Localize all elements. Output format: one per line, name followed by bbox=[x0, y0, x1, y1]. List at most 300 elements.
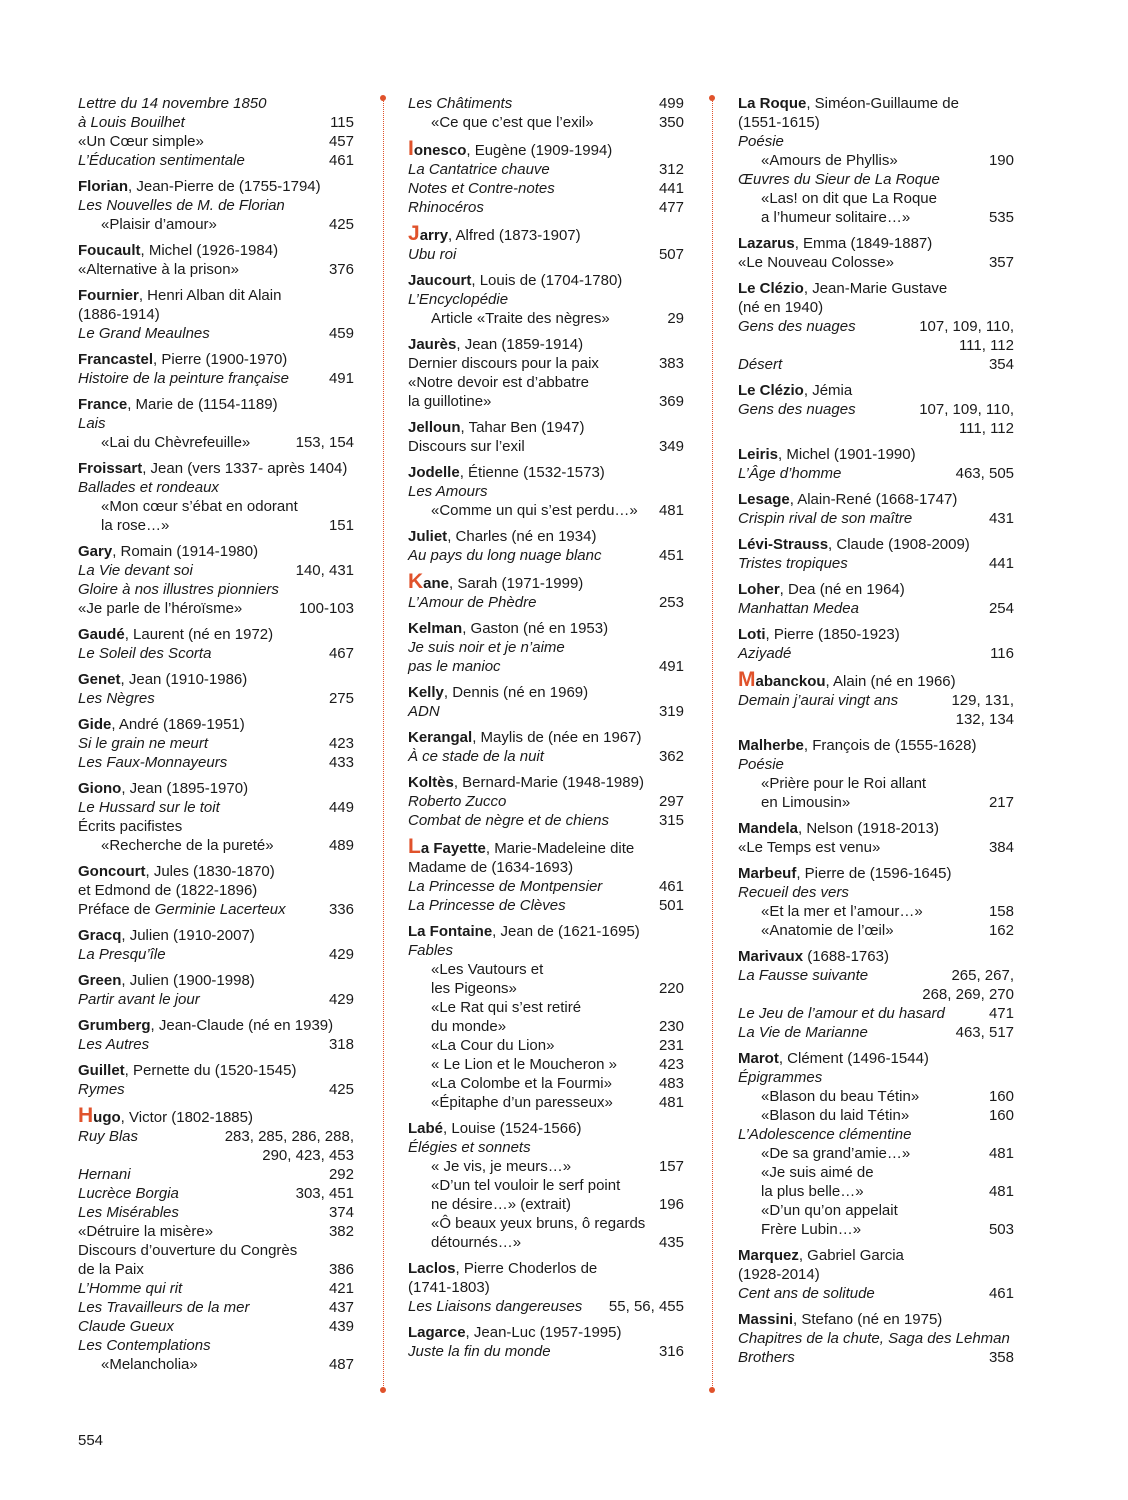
work-title bbox=[408, 1017, 506, 1036]
work-title bbox=[738, 554, 848, 573]
page-reference: 349 bbox=[658, 438, 684, 455]
page-reference: 132, 134 bbox=[955, 711, 1014, 728]
author-details: (1688-1763) bbox=[803, 948, 889, 965]
index-line bbox=[738, 1182, 1014, 1201]
author-heading bbox=[78, 1016, 354, 1035]
work-title-text: Les Contemplations bbox=[78, 1337, 211, 1354]
index-line bbox=[738, 298, 1014, 317]
author-details: , Jean-Marie Gustave bbox=[803, 280, 948, 297]
letter-initial: M bbox=[738, 668, 756, 691]
page-reference: 116 bbox=[990, 645, 1014, 662]
work-title-text: Au pays du long nuage blanc bbox=[408, 547, 602, 564]
index-line bbox=[738, 355, 1014, 374]
index-entry bbox=[738, 819, 1014, 857]
work-title-text: Dernier discours pour la paix bbox=[408, 355, 599, 372]
work-title bbox=[408, 941, 453, 960]
index-line bbox=[738, 966, 1014, 985]
page-reference: 254 bbox=[988, 600, 1014, 617]
author-details: , Pierre (1900-1970) bbox=[153, 351, 288, 368]
index-entry bbox=[738, 234, 1014, 272]
index-line bbox=[78, 324, 354, 343]
page-reference: 315 bbox=[658, 812, 684, 829]
index-line bbox=[78, 900, 354, 919]
author-name: Loti bbox=[738, 626, 766, 643]
author-details: , Jean-Luc (1957-1995) bbox=[465, 1324, 622, 1341]
work-title bbox=[78, 196, 285, 215]
work-title bbox=[78, 689, 155, 708]
page-reference: 487 bbox=[328, 1356, 354, 1373]
author-details: , Gaston (né en 1953) bbox=[462, 620, 609, 637]
author-details: , Nelson (1918-2013) bbox=[798, 820, 939, 837]
work-title-text: «Détruire la misère» bbox=[78, 1223, 214, 1240]
work-title bbox=[738, 921, 894, 940]
author-details: , Tahar Ben (1947) bbox=[460, 419, 585, 436]
author-heading bbox=[78, 395, 354, 414]
index-entry bbox=[408, 335, 684, 411]
index-entry bbox=[738, 947, 1014, 1042]
author-heading bbox=[738, 625, 1014, 644]
index-line bbox=[408, 309, 684, 328]
work-title-text: L’Adolescence clémentine bbox=[738, 1126, 912, 1143]
author-name: Jodelle bbox=[408, 464, 460, 481]
author-name: Lesage bbox=[738, 491, 790, 508]
index-line bbox=[78, 215, 354, 234]
index-line bbox=[408, 1297, 684, 1316]
author-name: Fournier bbox=[78, 287, 139, 304]
index-line bbox=[738, 902, 1014, 921]
work-title bbox=[78, 734, 208, 753]
index-line bbox=[78, 817, 354, 836]
author-name: Marot bbox=[738, 1050, 779, 1067]
author-name: Florian bbox=[78, 178, 129, 195]
index-entry bbox=[78, 971, 354, 1009]
work-title-text: Les Misérables bbox=[78, 1204, 179, 1221]
index-entry bbox=[738, 1310, 1014, 1367]
index-entry bbox=[738, 625, 1014, 663]
author-name: onesco bbox=[413, 142, 467, 159]
author-name: Le Clézio bbox=[738, 382, 804, 399]
work-title bbox=[738, 253, 894, 272]
author-details: , Sarah (1971-1999) bbox=[449, 575, 584, 592]
author-heading bbox=[408, 418, 684, 437]
index-entry bbox=[738, 670, 1014, 729]
work-title bbox=[78, 1355, 198, 1374]
author-heading bbox=[78, 241, 354, 260]
work-title-text: Madame de (1634-1693) bbox=[408, 859, 574, 876]
work-title bbox=[408, 290, 508, 309]
index-line bbox=[738, 1163, 1014, 1182]
page-reference: 129, 131, bbox=[951, 692, 1014, 709]
index-line bbox=[738, 883, 1014, 902]
work-title bbox=[738, 774, 926, 793]
page-reference: 303, 451 bbox=[295, 1185, 354, 1202]
author-name: Juliet bbox=[408, 528, 448, 545]
work-title bbox=[408, 1093, 613, 1112]
page-reference: 290, 423, 453 bbox=[262, 1147, 354, 1164]
work-title bbox=[78, 798, 220, 817]
work-title bbox=[738, 644, 791, 663]
index-line bbox=[408, 392, 684, 411]
author-name: Lazarus bbox=[738, 235, 795, 252]
author-details: , Jean (1859-1914) bbox=[456, 336, 584, 353]
work-title bbox=[408, 702, 440, 721]
index-line bbox=[78, 94, 354, 113]
work-title-text: Crispin rival de son maître bbox=[738, 510, 913, 527]
page-reference: 425 bbox=[328, 216, 354, 233]
index-line bbox=[738, 755, 1014, 774]
index-entry bbox=[78, 177, 354, 234]
work-title-text: «Prière pour le Roi allant bbox=[761, 775, 927, 792]
index-line bbox=[738, 509, 1014, 528]
index-line bbox=[408, 896, 684, 915]
work-title bbox=[738, 1348, 795, 1367]
page-reference: 107, 109, 110, bbox=[919, 401, 1014, 418]
page-reference: 433 bbox=[328, 754, 354, 771]
author-heading bbox=[78, 177, 354, 196]
work-title-text: «D’un tel vouloir le serf point bbox=[431, 1177, 621, 1194]
index-line bbox=[738, 1106, 1014, 1125]
work-title bbox=[738, 189, 937, 208]
author-heading bbox=[78, 1106, 354, 1127]
author-name: Loher bbox=[738, 581, 780, 598]
index-line bbox=[78, 945, 354, 964]
page-reference: 449 bbox=[328, 799, 354, 816]
work-title-text: Rhinocéros bbox=[408, 199, 484, 216]
work-title bbox=[408, 638, 565, 657]
work-title-text: «Le Rat qui s’est retiré bbox=[431, 999, 582, 1016]
index-line bbox=[738, 1125, 1014, 1144]
page-reference: 268, 269, 270 bbox=[922, 986, 1014, 1003]
work-title bbox=[738, 1125, 911, 1144]
author-name: Lagarce bbox=[408, 1324, 466, 1341]
author-name: Jaucourt bbox=[408, 272, 472, 289]
index-line bbox=[738, 1348, 1014, 1367]
work-title bbox=[738, 691, 898, 710]
work-title-text: la rose…» bbox=[101, 517, 170, 534]
work-title-text: Gens des nuages bbox=[738, 318, 856, 335]
index-line bbox=[408, 998, 684, 1017]
author-heading bbox=[408, 1119, 684, 1138]
work-title bbox=[408, 657, 501, 676]
index-line bbox=[738, 554, 1014, 573]
author-heading bbox=[408, 837, 684, 858]
work-title bbox=[408, 979, 517, 998]
work-title-text: «Anatomie de l’œil» bbox=[761, 922, 894, 939]
work-title bbox=[408, 792, 506, 811]
column-separator-2 bbox=[712, 98, 713, 1390]
work-title-text: «Un Cœur simple» bbox=[78, 133, 204, 150]
index-line bbox=[408, 657, 684, 676]
work-title-text: «Las! on dit que La Roque bbox=[761, 190, 937, 207]
work-title bbox=[78, 900, 286, 919]
index-entry bbox=[78, 542, 354, 618]
work-title bbox=[738, 1023, 868, 1042]
page-reference: 451 bbox=[658, 547, 684, 564]
work-title bbox=[408, 1036, 554, 1055]
work-title-text: «Notre devoir est d’abbatre bbox=[408, 374, 589, 391]
work-title bbox=[408, 1055, 617, 1074]
index-line bbox=[78, 881, 354, 900]
index-column-3 bbox=[738, 94, 1014, 1374]
work-title-text: L’Éducation sentimentale bbox=[78, 152, 245, 169]
author-details: , Emma (1849-1887) bbox=[794, 235, 933, 252]
page-reference: 441 bbox=[658, 180, 684, 197]
author-heading bbox=[408, 1323, 684, 1342]
page-reference: 362 bbox=[658, 748, 684, 765]
work-title-text: «De sa grand’amie…» bbox=[761, 1145, 911, 1162]
work-title-text: À ce stade de la nuit bbox=[408, 748, 544, 765]
work-title bbox=[738, 1004, 945, 1023]
work-title-text: Notes et Contre-notes bbox=[408, 180, 555, 197]
work-title bbox=[738, 755, 784, 774]
author-heading bbox=[408, 1259, 684, 1278]
index-entry bbox=[408, 572, 684, 612]
work-title-text: Poésie bbox=[738, 133, 784, 150]
author-name: arry bbox=[419, 227, 449, 244]
work-title bbox=[78, 836, 274, 855]
author-details: , Pierre (1850-1923) bbox=[765, 626, 900, 643]
work-title-text: «Blason du beau Tétin» bbox=[761, 1088, 920, 1105]
page-reference: 457 bbox=[328, 133, 354, 150]
work-title bbox=[78, 1298, 249, 1317]
work-title-text: la guillotine» bbox=[408, 393, 492, 410]
author-heading bbox=[738, 1310, 1014, 1329]
index-line bbox=[408, 1017, 684, 1036]
author-name: Marivaux bbox=[738, 948, 804, 965]
letter-initial: L bbox=[408, 835, 421, 858]
index-line bbox=[408, 1055, 684, 1074]
index-line bbox=[408, 941, 684, 960]
index-entry bbox=[738, 490, 1014, 528]
author-details: , Victor (1802-1885) bbox=[120, 1109, 253, 1126]
page-reference: 162 bbox=[988, 922, 1014, 939]
work-title bbox=[408, 877, 602, 896]
work-title-text: Histoire de la peinture française bbox=[78, 370, 289, 387]
index-entry bbox=[408, 139, 684, 217]
work-title bbox=[78, 881, 257, 900]
page-reference: 374 bbox=[328, 1204, 354, 1221]
work-title bbox=[738, 1329, 1010, 1348]
author-heading bbox=[408, 683, 684, 702]
index-line bbox=[78, 1279, 354, 1298]
work-title bbox=[408, 1195, 571, 1214]
work-title bbox=[408, 1297, 582, 1316]
author-details: , Jean-Claude (né en 1939) bbox=[150, 1017, 334, 1034]
index-line bbox=[738, 208, 1014, 227]
work-title bbox=[78, 1222, 213, 1241]
author-heading bbox=[408, 922, 684, 941]
author-name: Le Clézio bbox=[738, 280, 804, 297]
index-line bbox=[78, 1336, 354, 1355]
author-details: , Pierre Choderlos de bbox=[455, 1260, 598, 1277]
work-title-text: La Vie devant soi bbox=[78, 562, 193, 579]
index-entry bbox=[78, 926, 354, 964]
author-name: Labé bbox=[408, 1120, 444, 1137]
index-entry bbox=[738, 580, 1014, 618]
author-heading bbox=[738, 94, 1014, 113]
page-reference: 425 bbox=[328, 1081, 354, 1098]
index-line bbox=[738, 644, 1014, 663]
work-title-text: Écrits pacifistes bbox=[78, 818, 183, 835]
work-title bbox=[738, 317, 856, 336]
work-title bbox=[738, 132, 784, 151]
author-name: Goncourt bbox=[78, 863, 146, 880]
index-line bbox=[78, 113, 354, 132]
author-heading bbox=[408, 139, 684, 160]
page-reference: 429 bbox=[328, 946, 354, 963]
page-reference: 369 bbox=[658, 393, 684, 410]
work-title bbox=[78, 497, 298, 516]
work-title-text: Ruy Blas bbox=[78, 1128, 139, 1145]
work-title-text: L’Amour de Phèdre bbox=[408, 594, 537, 611]
index-entry bbox=[738, 736, 1014, 812]
work-title bbox=[78, 1279, 182, 1298]
page-reference: 461 bbox=[328, 152, 354, 169]
index-line bbox=[408, 1278, 684, 1297]
work-title bbox=[78, 644, 211, 663]
work-title bbox=[408, 373, 589, 392]
work-title-text: Les Nègres bbox=[78, 690, 155, 707]
index-line bbox=[78, 798, 354, 817]
author-name: Malherbe bbox=[738, 737, 804, 754]
index-line bbox=[738, 921, 1014, 940]
index-entry bbox=[408, 683, 684, 721]
author-details: , Michel (1901-1990) bbox=[778, 446, 916, 463]
work-title bbox=[408, 858, 573, 877]
page-reference: 463, 517 bbox=[955, 1024, 1014, 1041]
author-name: Marbeuf bbox=[738, 865, 797, 882]
page-reference: 157 bbox=[658, 1158, 684, 1175]
work-title-text: Le Soleil des Scorta bbox=[78, 645, 212, 662]
page-reference: 463, 505 bbox=[955, 465, 1014, 482]
index-entry bbox=[738, 535, 1014, 573]
page-reference: 217 bbox=[988, 794, 1014, 811]
index-entry bbox=[78, 862, 354, 919]
work-title-text: «Plaisir d’amour» bbox=[101, 216, 217, 233]
work-title-text: Le Hussard sur le toit bbox=[78, 799, 220, 816]
work-title bbox=[78, 599, 242, 618]
author-details: , Julien (1900-1998) bbox=[121, 972, 255, 989]
page-reference: 441 bbox=[988, 555, 1014, 572]
work-title-text: Roberto Zucco bbox=[408, 793, 507, 810]
work-title bbox=[738, 208, 910, 227]
author-details: , Alain-René (1668-1747) bbox=[789, 491, 958, 508]
index-entry bbox=[738, 864, 1014, 940]
work-title-text: détournés…» bbox=[431, 1234, 522, 1251]
index-line bbox=[78, 561, 354, 580]
page-reference: 312 bbox=[658, 161, 684, 178]
index-entry bbox=[408, 527, 684, 565]
work-title bbox=[408, 94, 512, 113]
work-title-text: «Alternative à la prison» bbox=[78, 261, 239, 278]
work-title-text: les Pigeons» bbox=[431, 980, 517, 997]
index-entry bbox=[408, 619, 684, 676]
author-details: , Stefano (né en 1975) bbox=[793, 1311, 943, 1328]
author-details: , Julien (1910-2007) bbox=[121, 927, 255, 944]
page-reference: 382 bbox=[328, 1223, 354, 1240]
work-title-text: du monde» bbox=[431, 1018, 507, 1035]
page-reference: 160 bbox=[988, 1088, 1014, 1105]
index-line bbox=[738, 599, 1014, 618]
index-line bbox=[408, 501, 684, 520]
index-line bbox=[78, 1165, 354, 1184]
work-title-text: Recueil des vers bbox=[738, 884, 849, 901]
work-title-text: Les Nouvelles de M. de Florian bbox=[78, 197, 285, 214]
author-heading bbox=[738, 1246, 1014, 1265]
work-title bbox=[408, 113, 594, 132]
page-reference: 471 bbox=[988, 1005, 1014, 1022]
index-line bbox=[78, 990, 354, 1009]
work-title-text: Le Jeu de l’amour et du hasard bbox=[738, 1005, 945, 1022]
work-title bbox=[78, 414, 106, 433]
index-line bbox=[78, 414, 354, 433]
page-reference: 153, 154 bbox=[295, 434, 354, 451]
index-entry bbox=[738, 1246, 1014, 1303]
page-reference: 151 bbox=[328, 517, 354, 534]
work-title bbox=[78, 305, 160, 324]
author-details: , Clément (1496-1544) bbox=[778, 1050, 929, 1067]
work-title bbox=[738, 1265, 820, 1284]
work-title bbox=[78, 1336, 211, 1355]
index-entry bbox=[78, 94, 354, 170]
index-line bbox=[78, 1184, 354, 1203]
author-details: , Jean (vers 1337- après 1404) bbox=[142, 460, 348, 477]
work-title-text: « Le Lion et le Moucheron » bbox=[431, 1056, 617, 1073]
index-entry bbox=[408, 922, 684, 1112]
page-reference: 386 bbox=[328, 1261, 354, 1278]
work-title bbox=[738, 464, 841, 483]
work-title-text: La Vie de Marianne bbox=[738, 1024, 868, 1041]
work-title-text: de la Paix bbox=[78, 1261, 144, 1278]
author-name: Koltès bbox=[408, 774, 454, 791]
author-name: Leiris bbox=[738, 446, 779, 463]
page-reference: 435 bbox=[658, 1234, 684, 1251]
work-title bbox=[408, 1074, 612, 1093]
author-name: abanckou bbox=[755, 673, 826, 690]
work-title bbox=[408, 1233, 521, 1252]
index-line bbox=[408, 373, 684, 392]
work-title-text: Manhattan Medea bbox=[738, 600, 859, 617]
author-heading bbox=[408, 728, 684, 747]
work-title bbox=[78, 817, 182, 836]
author-name: Mandela bbox=[738, 820, 799, 837]
author-name: Massini bbox=[738, 1311, 794, 1328]
work-title-text: (1886-1914) bbox=[78, 306, 160, 323]
page-reference: 491 bbox=[328, 370, 354, 387]
index-line bbox=[738, 464, 1014, 483]
author-name: Giono bbox=[78, 780, 122, 797]
letter-initial: K bbox=[408, 570, 424, 593]
index-line bbox=[78, 1203, 354, 1222]
index-line bbox=[408, 437, 684, 456]
author-heading bbox=[78, 862, 354, 881]
work-title bbox=[408, 501, 638, 520]
work-title-text: «Recherche de la pureté» bbox=[101, 837, 274, 854]
work-title bbox=[78, 260, 239, 279]
author-heading bbox=[408, 224, 684, 245]
page-reference: 483 bbox=[658, 1075, 684, 1092]
index-line bbox=[738, 336, 1014, 355]
work-title bbox=[408, 811, 609, 830]
index-entry bbox=[738, 94, 1014, 227]
work-title bbox=[408, 747, 544, 766]
author-name: France bbox=[78, 396, 128, 413]
page-reference: 55, 56, 455 bbox=[608, 1298, 684, 1315]
author-name: ane bbox=[423, 575, 450, 592]
work-title-text: Hernani bbox=[78, 1166, 131, 1183]
author-name: Gracq bbox=[78, 927, 122, 944]
work-title-text: Les Châtiments bbox=[408, 95, 513, 112]
